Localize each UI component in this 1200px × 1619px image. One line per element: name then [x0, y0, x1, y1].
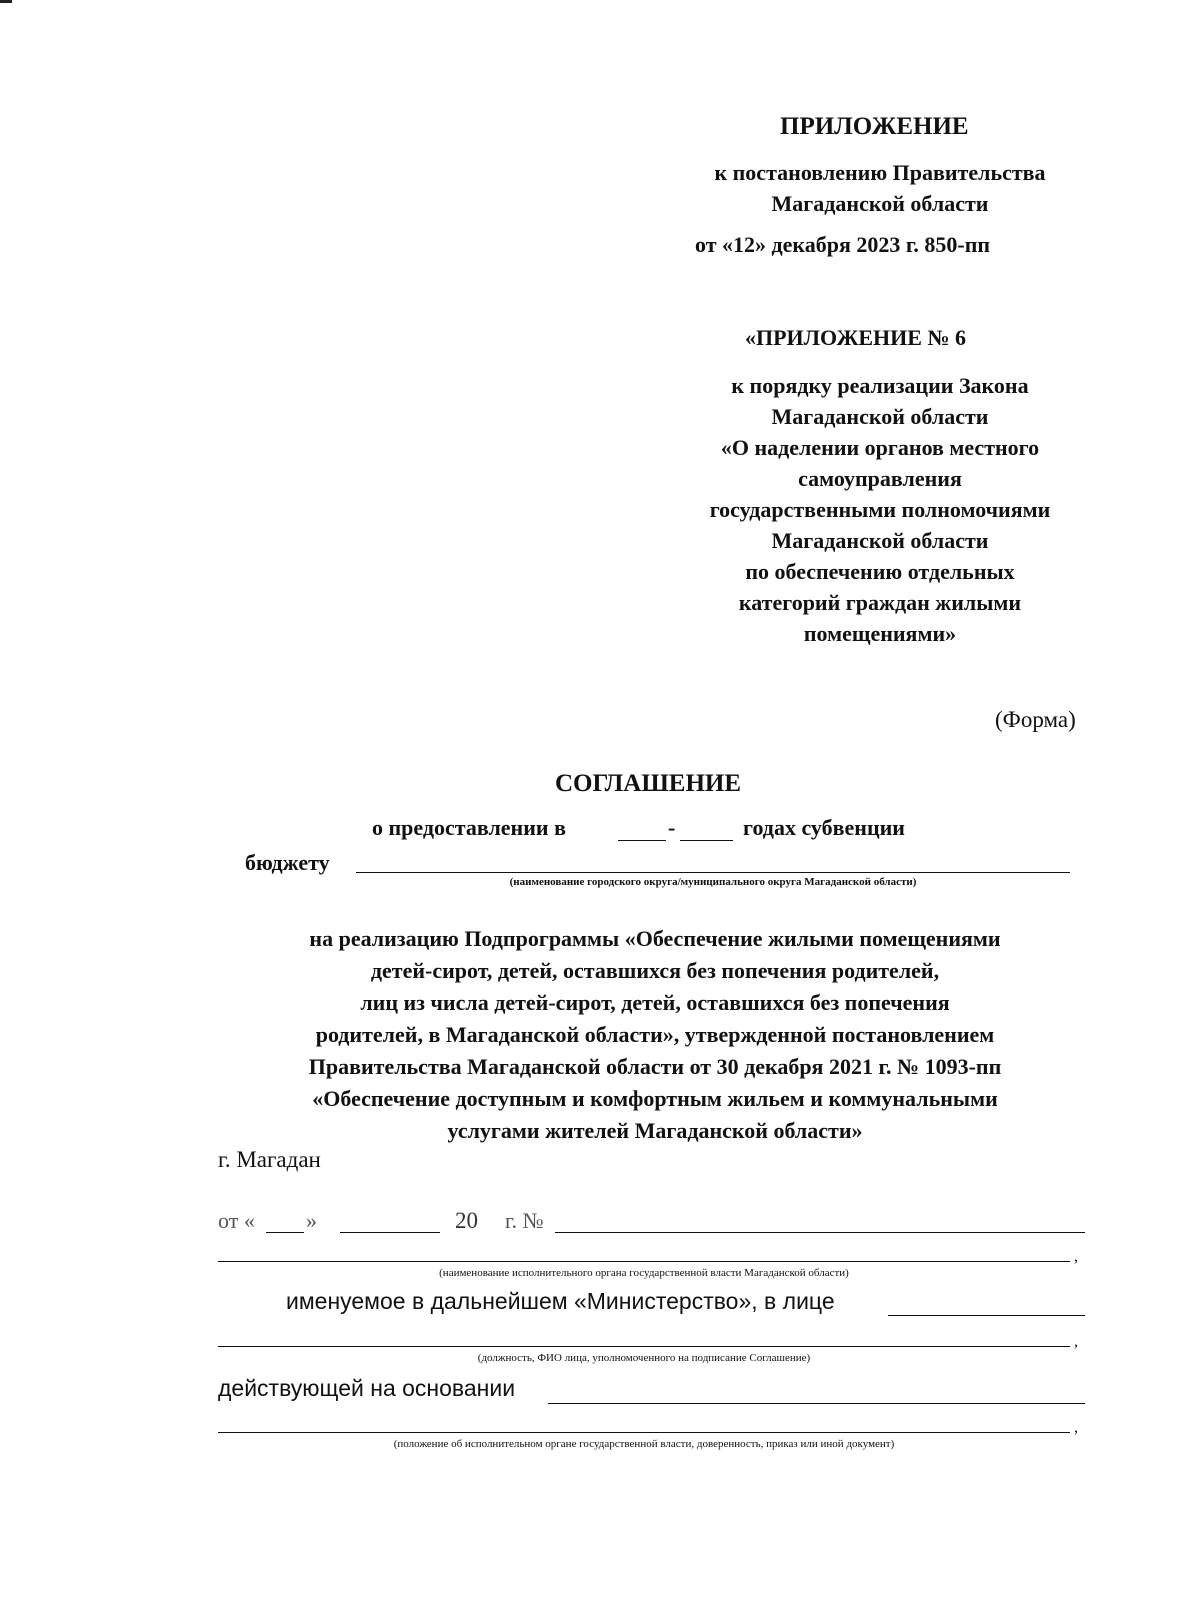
annex-line: по обеспечению отдельных	[745, 559, 1015, 584]
appendix-date: от «12» декабря 2023 г. 850-пп	[695, 232, 991, 257]
representative-blank[interactable]	[888, 1315, 1085, 1316]
date-from-label: от «	[218, 1208, 255, 1233]
named-text: именуемое в дальнейшем «Министерство», в лице	[286, 1288, 835, 1314]
comma: ,	[1074, 1248, 1078, 1265]
year-dash: -	[668, 815, 676, 840]
annex-title: «ПРИЛОЖЕНИЕ № 6	[745, 325, 967, 350]
appendix-reference-line: к постановлению Правительства	[714, 160, 1046, 185]
annex-line: государственными полномочиями	[709, 497, 1051, 522]
purpose-line: Правительства Магаданской области от 30 декабря 2021 г. № 1093-пп	[308, 1054, 1002, 1079]
annex-line: Магаданской области	[771, 528, 989, 553]
date-close-quote: »	[306, 1208, 317, 1233]
number-label: г. №	[505, 1208, 544, 1233]
place-label: г. Магадан	[218, 1147, 321, 1172]
purpose-line: услугами жителей Магаданской области»	[447, 1118, 863, 1143]
budget-name-blank[interactable]	[356, 872, 1070, 873]
annex-line: к порядку реализации Закона	[731, 373, 1029, 398]
purpose-line: родителей, в Магаданской области», утвержденной постановлением	[315, 1022, 995, 1047]
purpose-line: «Обеспечение доступным и комфортным жильем и коммунальными	[312, 1086, 998, 1111]
organization-caption: (наименование исполнительного органа государственной власти Магаданской области)	[439, 1267, 849, 1279]
day-blank[interactable]	[266, 1232, 304, 1233]
agreement-years-suffix: годах субвенции	[743, 815, 905, 840]
basis-blank[interactable]	[548, 1403, 1085, 1404]
annex-line: «О наделении органов местного	[720, 435, 1040, 460]
appendix-reference-line: Магаданской области	[771, 191, 989, 216]
appendix-title: ПРИЛОЖЕНИЕ	[780, 113, 969, 140]
annex-line: категорий граждан жилыми	[738, 590, 1022, 615]
appendix-reference	[660, 157, 1100, 219]
purpose-line: лиц из числа детей-сирот, детей, оставшихся без попечения	[360, 990, 950, 1015]
basis-caption: (положение об исполнительном органе государственной власти, доверенность, приказ или иной документ)	[393, 1438, 895, 1450]
annex-description	[650, 370, 1110, 649]
budget-caption: (наименование городского округа/муниципального округа Магаданской области)	[509, 876, 917, 888]
position-name-blank[interactable]	[218, 1346, 1070, 1347]
purpose-line: детей-сирот, детей, оставшихся без попечения родителей,	[370, 958, 940, 983]
comma: ,	[1074, 1419, 1078, 1436]
position-caption: (должность, ФИО лица, уполномоченного на подписание Соглашение)	[477, 1352, 811, 1364]
budget-label: бюджету	[245, 850, 330, 875]
basis-document-blank[interactable]	[218, 1432, 1070, 1433]
agreement-number-blank[interactable]	[555, 1232, 1085, 1233]
comma: ,	[1074, 1333, 1078, 1350]
form-label: (Форма)	[995, 707, 1076, 732]
annex-line: Магаданской области	[771, 404, 989, 429]
basis-text: действующей на основании	[218, 1375, 516, 1401]
annex-line: самоуправления	[798, 466, 962, 491]
year-prefix: 20	[455, 1208, 478, 1233]
agreement-purpose	[200, 923, 1110, 1147]
annex-line: помещениями»	[803, 621, 957, 646]
agreement-title: СОГЛАШЕНИЕ	[555, 770, 742, 797]
month-blank[interactable]	[340, 1232, 440, 1233]
year-from-blank[interactable]	[618, 840, 666, 841]
purpose-line: на реализацию Подпрограммы «Обеспечение жилыми помещениями	[309, 926, 1001, 951]
agreement-years-prefix: о предоставлении в	[372, 815, 566, 840]
organization-name-blank[interactable]	[218, 1261, 1070, 1262]
scan-corner-mark	[0, 0, 12, 3]
year-to-blank[interactable]	[680, 840, 733, 841]
